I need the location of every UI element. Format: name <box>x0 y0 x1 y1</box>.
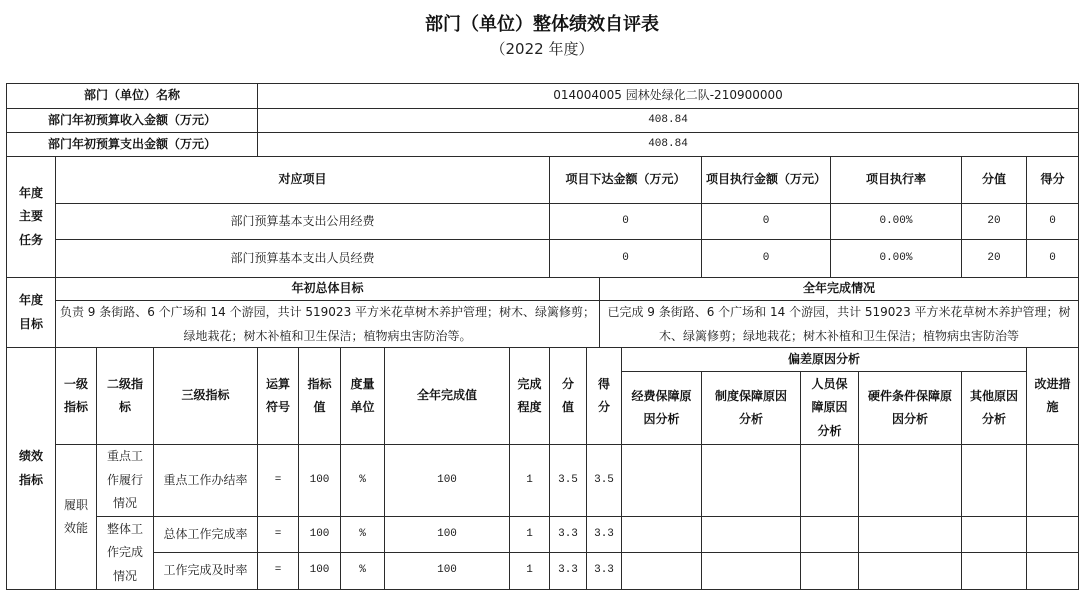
budget-expense-value: 408.84 <box>258 133 1079 157</box>
header-target-value-cell <box>299 348 341 445</box>
header-system-reason-cell <box>702 372 801 445</box>
staff-reason-cell <box>801 445 859 517</box>
header-target-value: 指标值 <box>307 376 332 414</box>
first-level-indicator-cell <box>56 445 97 590</box>
header-first-level-cell <box>56 348 97 445</box>
task-score-value: 20 <box>962 204 1027 240</box>
header-initial-goal: 年初总体目标 <box>56 278 600 301</box>
improvement-cell <box>1027 553 1079 590</box>
header-completion-cell <box>510 348 550 445</box>
third-level-indicator: 总体工作完成率 <box>154 517 258 553</box>
header-second-level-cell <box>97 348 154 445</box>
annual-tasks-section-label: 年度主要任务 <box>18 185 43 247</box>
task-project: 部门预算基本支出人员经费 <box>56 240 550 278</box>
header-indicator-score: 得分 <box>597 376 610 414</box>
budget-income-value: 408.84 <box>258 109 1079 133</box>
operator: = <box>258 517 299 553</box>
funding-reason-cell <box>622 553 702 590</box>
header-second-level: 二级指标 <box>106 376 143 414</box>
initial-goal-cell <box>56 301 600 348</box>
budget-expense-label: 部门年初预算支出金额（万元） <box>7 133 258 157</box>
funding-reason-cell <box>622 517 702 553</box>
task-score-value: 20 <box>962 240 1027 278</box>
other-reason-cell <box>962 553 1027 590</box>
first-level-indicator: 履职效能 <box>63 497 88 535</box>
indicator-score: 3.5 <box>587 445 622 517</box>
actual-value: 100 <box>385 517 510 553</box>
indicator-score: 3.3 <box>587 517 622 553</box>
annual-completion-cell <box>600 301 1079 348</box>
header-hardware-reason: 硬件条件保障原因分析 <box>867 388 952 426</box>
annual-goals-section-label: 年度目标 <box>18 293 43 331</box>
header-funding-reason-cell <box>622 372 702 445</box>
indicators-section-label: 绩效指标 <box>18 449 43 487</box>
header-unit-cell <box>341 348 385 445</box>
header-task-score: 得分 <box>1027 157 1079 204</box>
annual-goals-section-cell <box>7 278 56 348</box>
actual-value: 100 <box>385 553 510 590</box>
indicator-score-value: 3.5 <box>550 445 587 517</box>
third-level-indicator: 重点工作办结率 <box>154 445 258 517</box>
department-name-value: 014004005 园林处绿化二队-210900000 <box>258 84 1079 109</box>
improvement-cell <box>1027 445 1079 517</box>
header-unit: 度量单位 <box>350 376 375 414</box>
actual-value: 100 <box>385 445 510 517</box>
operator: = <box>258 445 299 517</box>
operator: = <box>258 553 299 590</box>
indicators-section-cell <box>7 348 56 590</box>
completion-degree: 1 <box>510 517 550 553</box>
header-project: 对应项目 <box>56 157 550 204</box>
department-name-label: 部门（单位）名称 <box>7 84 258 109</box>
header-staff-reason-cell <box>801 372 859 445</box>
header-completion: 完成程度 <box>517 376 542 414</box>
annual-tasks-section-cell <box>7 157 56 278</box>
initial-goal-text: 负责 9 条街路、6 个广场和 14 个游园，共计 519023 平方米花草树木养护管理；树木、绿篱修剪；绿地栽花；树木补植和卫生保洁；植物病虫害防治等。 <box>59 305 596 343</box>
header-improvement: 改进措施 <box>1034 376 1071 414</box>
header-operator-cell <box>258 348 299 445</box>
header-annual-completion: 全年完成情况 <box>600 278 1079 301</box>
third-level-indicator: 工作完成及时率 <box>154 553 258 590</box>
task-executed-amount: 0 <box>702 204 831 240</box>
header-indicator-score-value: 分值 <box>561 376 574 414</box>
page-title: 部门（单位）整体绩效自评表 <box>425 14 659 35</box>
task-project: 部门预算基本支出公用经费 <box>56 204 550 240</box>
improvement-cell <box>1027 517 1079 553</box>
header-allocated-amount: 项目下达金额（万元） <box>550 157 702 204</box>
unit: % <box>341 445 385 517</box>
header-executed-amount: 项目执行金额（万元） <box>702 157 831 204</box>
header-funding-reason: 经费保障原因分析 <box>631 388 692 426</box>
unit: % <box>341 517 385 553</box>
header-system-reason: 制度保障原因分析 <box>714 388 787 426</box>
funding-reason-cell <box>622 445 702 517</box>
header-execution-rate: 项目执行率 <box>831 157 962 204</box>
task-execution-rate: 0.00% <box>831 240 962 278</box>
second-level-indicator: 整体工作完成情况 <box>106 521 143 583</box>
system-reason-cell <box>702 445 801 517</box>
header-first-level: 一级指标 <box>63 376 88 414</box>
staff-reason-cell <box>801 553 859 590</box>
hardware-reason-cell <box>859 553 962 590</box>
header-third-level: 三级指标 <box>154 348 258 445</box>
indicator-score-value: 3.3 <box>550 517 587 553</box>
task-allocated-amount: 0 <box>550 204 702 240</box>
system-reason-cell <box>702 517 801 553</box>
indicator-score-value: 3.3 <box>550 553 587 590</box>
unit: % <box>341 553 385 590</box>
other-reason-cell <box>962 517 1027 553</box>
header-improvement-cell <box>1027 348 1079 445</box>
header-hardware-reason-cell <box>859 372 962 445</box>
hardware-reason-cell <box>859 445 962 517</box>
header-operator: 运算符号 <box>265 376 290 414</box>
target-value: 100 <box>299 517 341 553</box>
header-other-reason-cell <box>962 372 1027 445</box>
second-level-indicator-cell <box>97 445 154 517</box>
budget-income-label: 部门年初预算收入金额（万元） <box>7 109 258 133</box>
task-allocated-amount: 0 <box>550 240 702 278</box>
staff-reason-cell <box>801 517 859 553</box>
indicator-score: 3.3 <box>587 553 622 590</box>
annual-completion-text: 已完成 9 条街路、6 个广场和 14 个游园，共计 519023 平方米花草树木养护管理；树木、绿篱修剪；绿地栽花；树木补植和卫生保洁；植物病虫害防治等 <box>607 305 1071 343</box>
header-staff-reason: 人员保障原因分析 <box>811 376 848 438</box>
task-execution-rate: 0.00% <box>831 204 962 240</box>
other-reason-cell <box>962 445 1027 517</box>
header-deviation-analysis: 偏差原因分析 <box>622 348 1027 372</box>
second-level-indicator-cell <box>97 517 154 590</box>
system-reason-cell <box>702 553 801 590</box>
header-actual-value: 全年完成值 <box>385 348 510 445</box>
task-executed-amount: 0 <box>702 240 831 278</box>
completion-degree: 1 <box>510 445 550 517</box>
hardware-reason-cell <box>859 517 962 553</box>
target-value: 100 <box>299 553 341 590</box>
header-indicator-score-value-cell <box>550 348 587 445</box>
task-score: 0 <box>1027 204 1079 240</box>
second-level-indicator: 重点工作履行情况 <box>106 449 143 511</box>
header-task-score-value: 分值 <box>962 157 1027 204</box>
completion-degree: 1 <box>510 553 550 590</box>
header-other-reason: 其他原因分析 <box>969 388 1018 426</box>
target-value: 100 <box>299 445 341 517</box>
page-subtitle: （2022 年度） <box>490 40 594 58</box>
evaluation-table <box>6 83 1079 590</box>
task-score: 0 <box>1027 240 1079 278</box>
header-indicator-score-cell <box>587 348 622 445</box>
